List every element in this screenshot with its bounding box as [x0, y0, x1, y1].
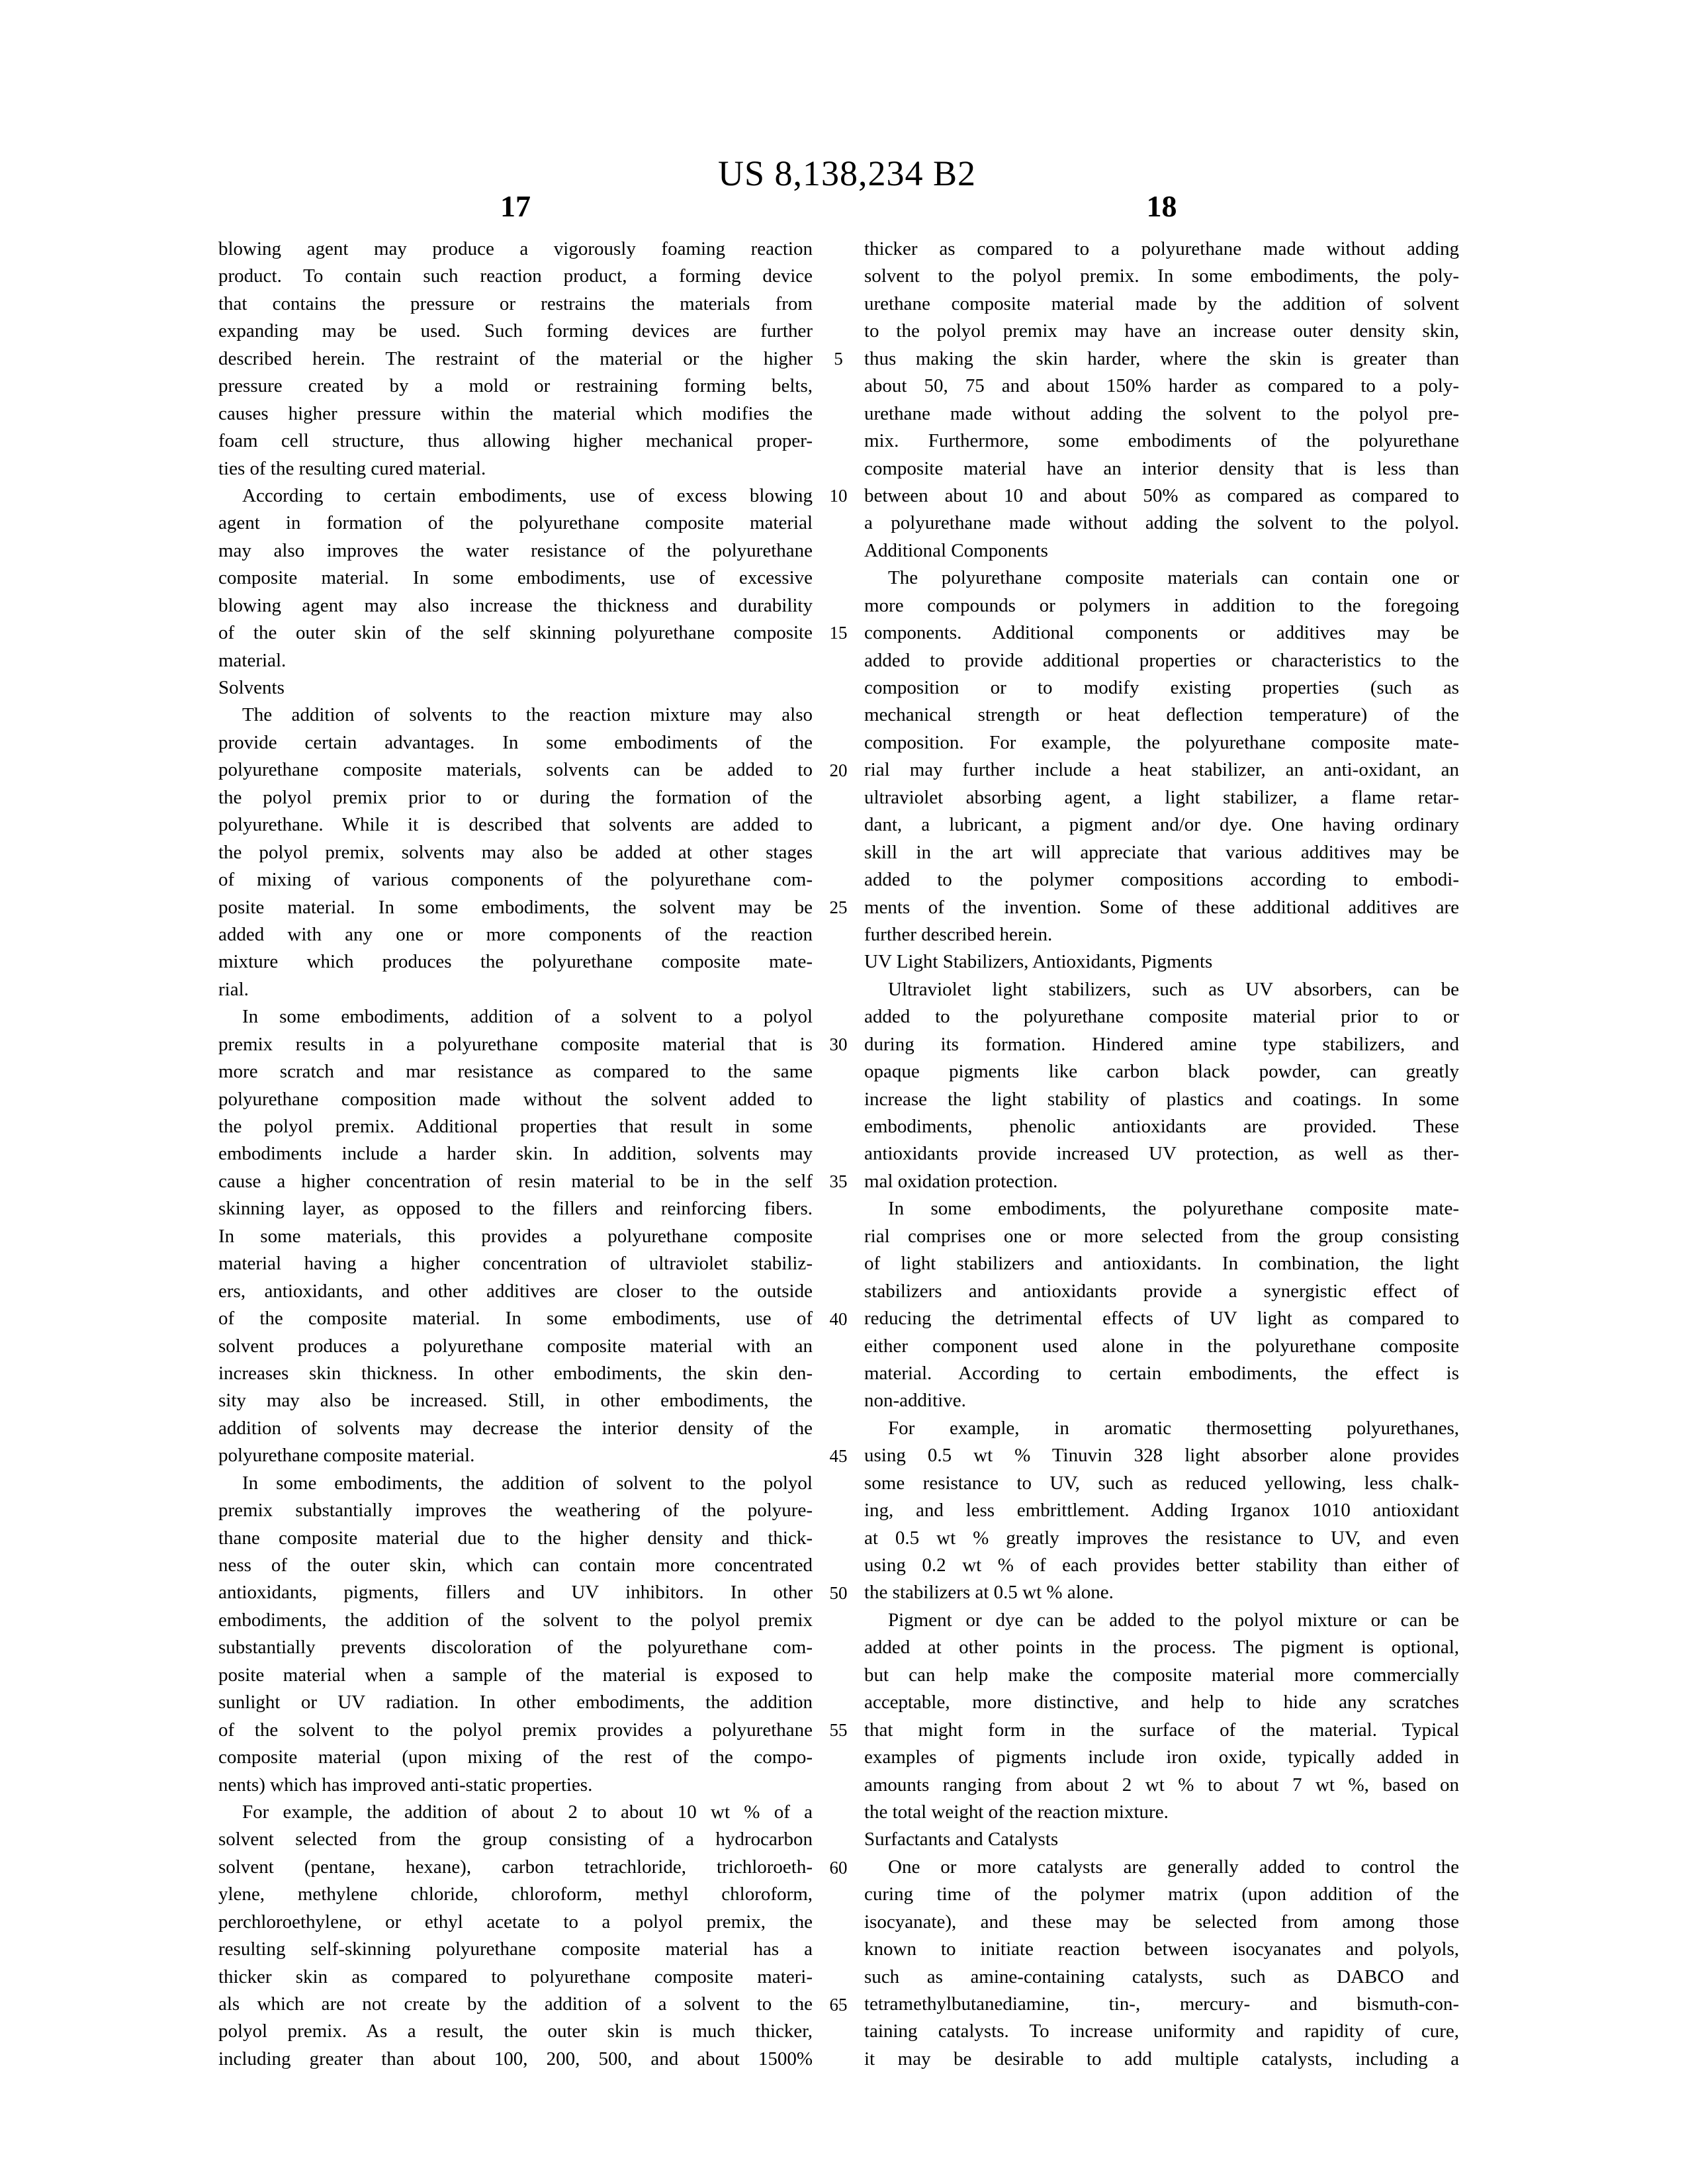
text-line: added at other points in the process. The pigment is optional,	[864, 1637, 1459, 1659]
text-line: Additional Components	[864, 539, 1048, 561]
text-line: ness of the outer skin, which can contain more concentrated	[218, 1555, 813, 1576]
text-line: amounts ranging from about 2 wt % to about 7 wt %, based on	[864, 1774, 1459, 1796]
text-line: increases skin thickness. In other embodiments, the skin den-	[218, 1362, 813, 1384]
line-number: 65	[829, 1994, 848, 2015]
text-line: agent in formation of the polyurethane composite material	[218, 512, 813, 534]
text-line: UV Light Stabilizers, Antioxidants, Pigments	[864, 951, 1213, 973]
text-line: but can help make the composite material more commercially	[864, 1664, 1459, 1686]
text-line: of mixing of various components of the polyurethane com-	[218, 869, 813, 891]
line-number: 50	[829, 1583, 848, 1604]
text-line: In some embodiments, the addition of solvent to the polyol	[242, 1472, 813, 1494]
text-line: of the composite material. In some embodiments, use of	[218, 1308, 813, 1330]
text-line: opaque pigments like carbon black powder, can greatly	[864, 1061, 1459, 1083]
column-number-18: 18	[1146, 189, 1177, 223]
text-line: using 0.2 wt % of each provides better stability than either of	[864, 1555, 1459, 1576]
text-column-right	[864, 236, 1459, 2073]
text-line: stabilizers and antioxidants provide a synergistic effect of	[864, 1280, 1459, 1302]
text-line: the stabilizers at 0.5 wt % alone.	[864, 1582, 1114, 1604]
text-line: perchloroethylene, or ethyl acetate to a polyol premix, the	[218, 1911, 813, 1933]
text-line: rial may further include a heat stabilizer, an anti-oxidant, an	[864, 759, 1459, 781]
text-line: provide certain advantages. In some embodiments of the	[218, 731, 813, 753]
text-line: increase the light stability of plastics and coatings. In some	[864, 1088, 1459, 1110]
column-number-17: 17	[500, 189, 531, 223]
text-line: added to the polyurethane composite material prior to or	[864, 1006, 1459, 1028]
text-line: ing, and less embrittlement. Adding Irganox 1010 antioxidant	[864, 1500, 1459, 1522]
text-line: mechanical strength or heat deflection temperature) of the	[864, 704, 1459, 726]
text-line: including greater than about 100, 200, 500, and about 1500%	[218, 2048, 813, 2070]
line-number: 45	[829, 1445, 848, 1466]
text-line: added with any one or more components of the reaction	[218, 923, 813, 945]
text-line: rial comprises one or more selected from the group consisting	[864, 1225, 1459, 1247]
text-line: urethane made without adding the solvent to the polyol pre-	[864, 402, 1459, 424]
text-line: rial.	[218, 978, 249, 1000]
line-number: 40	[829, 1308, 848, 1329]
text-line: solvent selected from the group consisting of a hydrocarbon	[218, 1829, 813, 1850]
text-line: taining catalysts. To increase uniformity and rapidity of cure,	[864, 2021, 1459, 2042]
text-line: posite material. In some embodiments, the solvent may be	[218, 896, 813, 918]
text-line: polyurethane. While it is described that solvents are added to	[218, 814, 813, 836]
gutter-line-numbers	[813, 236, 864, 2075]
text-line: thicker as compared to a polyurethane made without adding	[864, 238, 1459, 259]
text-line: substantially prevents discoloration of the polyurethane com-	[218, 1637, 813, 1659]
text-line: embodiments, phenolic antioxidants are provided. These	[864, 1116, 1459, 1137]
text-line: skill in the art will appreciate that various additives may be	[864, 841, 1459, 863]
text-line: The polyurethane composite materials can contain one or	[888, 567, 1459, 589]
text-line: ultraviolet absorbing agent, a light stabilizer, a flame retar-	[864, 786, 1459, 808]
line-number: 60	[829, 1857, 848, 1878]
text-line: pressure created by a mold or restraining forming belts,	[218, 375, 813, 397]
text-line: added to provide additional properties or characteristics to the	[864, 649, 1459, 671]
text-line: mal oxidation protection.	[864, 1170, 1058, 1192]
text-line: In some materials, this provides a polyurethane composite	[218, 1225, 813, 1247]
text-line: composite material (upon mixing of the rest of the compo-	[218, 1747, 813, 1768]
text-line: polyurethane composite material.	[218, 1445, 475, 1467]
text-line: at 0.5 wt % greatly improves the resistance to UV, and even	[864, 1527, 1459, 1549]
text-line: For example, in aromatic thermosetting polyurethanes,	[888, 1417, 1459, 1439]
text-line: embodiments, the addition of the solvent to the polyol premix	[218, 1609, 813, 1631]
text-line: the polyol premix, solvents may also be added at other stages	[218, 841, 813, 863]
text-line: antioxidants provide increased UV protection, as well as ther-	[864, 1143, 1459, 1165]
text-line: components. Additional components or additives may be	[864, 622, 1459, 644]
text-line: during its formation. Hindered amine type stabilizers, and	[864, 1033, 1459, 1055]
text-line: more scratch and mar resistance as compared to the same	[218, 1061, 813, 1083]
text-line: polyurethane composite materials, solvents can be added to	[218, 759, 813, 781]
text-line: it may be desirable to add multiple catalysts, including a	[864, 2048, 1459, 2070]
text-line: the polyol premix. Additional properties that result in some	[218, 1116, 813, 1137]
line-number: 25	[829, 897, 848, 917]
text-line: acceptable, more distinctive, and help to hide any scratches	[864, 1692, 1459, 1713]
text-line: some resistance to UV, such as reduced yellowing, less chalk-	[864, 1472, 1459, 1494]
text-line: material having a higher concentration of ultraviolet stabiliz-	[218, 1253, 813, 1275]
text-line: Surfactants and Catalysts	[864, 1829, 1059, 1850]
text-line: solvent (pentane, hexane), carbon tetrachloride, trichloroeth-	[218, 1856, 813, 1878]
text-line: may also improves the water resistance of the polyurethane	[218, 539, 813, 561]
text-line: blowing agent may also increase the thickness and durability	[218, 594, 813, 616]
text-line: In some embodiments, addition of a solvent to a polyol	[242, 1006, 813, 1028]
text-line: non-additive.	[864, 1390, 966, 1412]
text-line: In some embodiments, the polyurethane composite mate-	[888, 1198, 1459, 1220]
text-line: skinning layer, as opposed to the fillers and reinforcing fibers.	[218, 1198, 813, 1220]
text-line: the polyol premix prior to or during the formation of the	[218, 786, 813, 808]
text-line: composite material have an interior density that is less than	[864, 457, 1459, 479]
line-number: 30	[829, 1034, 848, 1055]
text-line: using 0.5 wt % Tinuvin 328 light absorber alone provides	[864, 1445, 1459, 1467]
text-line: antioxidants, pigments, fillers and UV inhibitors. In other	[218, 1582, 813, 1604]
line-number: 55	[829, 1720, 848, 1741]
line-number: 5	[834, 348, 843, 369]
text-line: posite material when a sample of the material is exposed to	[218, 1664, 813, 1686]
text-line: either component used alone in the polyurethane composite	[864, 1335, 1459, 1357]
text-line: of the outer skin of the self skinning polyurethane composite	[218, 622, 813, 644]
text-line: Pigment or dye can be added to the polyol mixture or can be	[888, 1609, 1459, 1631]
text-line: ments of the invention. Some of these additional additives are	[864, 896, 1459, 918]
text-line: expanding may be used. Such forming devices are further	[218, 320, 813, 342]
patent-number-header: US 8,138,234 B2	[717, 154, 977, 193]
text-line: of light stabilizers and antioxidants. In combination, the light	[864, 1253, 1459, 1275]
text-line: composite material. In some embodiments, use of excessive	[218, 567, 813, 589]
text-line: product. To contain such reaction product, a forming device	[218, 265, 813, 287]
text-line: Solvents	[218, 677, 285, 698]
text-line: One or more catalysts are generally added to control the	[888, 1856, 1459, 1878]
text-line: thus making the skin harder, where the skin is greater than	[864, 347, 1459, 369]
line-number: 10	[829, 486, 848, 506]
text-line: material.	[218, 649, 287, 671]
text-line: Ultraviolet light stabilizers, such as UV absorbers, can be	[888, 978, 1459, 1000]
text-line: reducing the detrimental effects of UV light as compared to	[864, 1308, 1459, 1330]
text-line: premix results in a polyurethane composite material that is	[218, 1033, 813, 1055]
text-line: of the solvent to the polyol premix provides a polyurethane	[218, 1719, 813, 1741]
text-line: solvent produces a polyurethane composite material with an	[218, 1335, 813, 1357]
text-line: nents) which has improved anti-static properties.	[218, 1774, 593, 1796]
text-line: For example, the addition of about 2 to about 10 wt % of a	[242, 1801, 813, 1823]
text-line: causes higher pressure within the material which modifies the	[218, 402, 813, 424]
line-number: 35	[829, 1171, 848, 1192]
text-line: composition. For example, the polyurethane composite mate-	[864, 731, 1459, 753]
text-line: curing time of the polymer matrix (upon addition of the	[864, 1884, 1459, 1905]
text-line: composition or to modify existing properties (such as	[864, 677, 1459, 698]
text-line: further described herein.	[864, 923, 1053, 945]
line-number: 15	[829, 623, 848, 643]
text-line: blowing agent may produce a vigorously foaming reaction	[218, 238, 813, 259]
text-line: added to the polymer compositions according to embodi-	[864, 869, 1459, 891]
text-line: described herein. The restraint of the material or the higher	[218, 347, 813, 369]
text-line: material. According to certain embodiments, the effect is	[864, 1362, 1459, 1384]
text-line: premix substantially improves the weathering of the polyure-	[218, 1500, 813, 1522]
text-line: thicker skin as compared to polyurethane composite materi-	[218, 1966, 813, 1987]
text-line: to the polyol premix may have an increase outer density skin,	[864, 320, 1459, 342]
text-line: ylene, methylene chloride, chloroform, methyl chloroform,	[218, 1884, 813, 1905]
text-line: a polyurethane made without adding the solvent to the polyol.	[864, 512, 1459, 534]
text-line: between about 10 and about 50% as compared as compared to	[864, 484, 1459, 506]
text-line: mixture which produces the polyurethane composite mate-	[218, 951, 813, 973]
text-line: resulting self-skinning polyurethane composite material has a	[218, 1938, 813, 1960]
text-line: examples of pigments include iron oxide, typically added in	[864, 1747, 1459, 1768]
text-line: that contains the pressure or restrains the materials from	[218, 293, 813, 314]
text-line: The addition of solvents to the reaction mixture may also	[242, 704, 813, 726]
text-line: polyurethane composition made without the solvent added to	[218, 1088, 813, 1110]
text-line: mix. Furthermore, some embodiments of the polyurethane	[864, 430, 1459, 452]
text-line: about 50, 75 and about 150% harder as compared to a poly-	[864, 375, 1459, 397]
text-line: more compounds or polymers in addition to the foregoing	[864, 594, 1459, 616]
text-line: als which are not create by the addition of a solvent to the	[218, 1993, 813, 2015]
text-line: known to initiate reaction between isocyanates and polyols,	[864, 1938, 1459, 1960]
text-line: isocyanate), and these may be selected from among those	[864, 1911, 1459, 1933]
text-line: tetramethylbutanediamine, tin-, mercury- and bismuth-con-	[864, 1993, 1459, 2015]
text-line: embodiments include a harder skin. In addition, solvents may	[218, 1143, 813, 1165]
text-line: solvent to the polyol premix. In some embodiments, the poly-	[864, 265, 1459, 287]
text-column-left	[218, 236, 813, 2073]
text-line: thane composite material due to the higher density and thick-	[218, 1527, 813, 1549]
text-line: polyol premix. As a result, the outer skin is much thicker,	[218, 2021, 813, 2042]
text-line: that might form in the surface of the material. Typical	[864, 1719, 1459, 1741]
text-line: sity may also be increased. Still, in other embodiments, the	[218, 1390, 813, 1412]
text-line: addition of solvents may decrease the interior density of the	[218, 1417, 813, 1439]
text-line: the total weight of the reaction mixture.	[864, 1801, 1169, 1823]
text-line: such as amine-containing catalysts, such as DABCO and	[864, 1966, 1459, 1987]
text-line: According to certain embodiments, use of excess blowing	[242, 484, 813, 506]
text-line: dant, a lubricant, a pigment and/or dye. One having ordinary	[864, 814, 1459, 836]
text-line: urethane composite material made by the addition of solvent	[864, 293, 1459, 314]
text-line: foam cell structure, thus allowing higher mechanical proper-	[218, 430, 813, 452]
line-number: 20	[829, 760, 848, 780]
text-line: cause a higher concentration of resin material to be in the self	[218, 1170, 813, 1192]
text-line: sunlight or UV radiation. In other embodiments, the addition	[218, 1692, 813, 1713]
text-line: ties of the resulting cured material.	[218, 457, 486, 479]
text-line: ers, antioxidants, and other additives are closer to the outside	[218, 1280, 813, 1302]
